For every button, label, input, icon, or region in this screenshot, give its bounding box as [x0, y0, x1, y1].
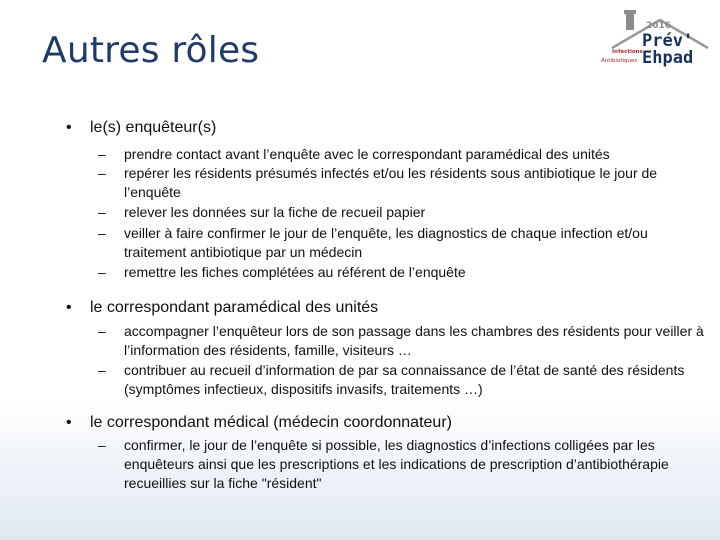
bullet-label: le(s) enquêteur(s) — [90, 119, 217, 136]
logo-tagline-infections: Infections — [612, 49, 643, 55]
sub-item-text: relever les données sur la fiche de recueil papier — [124, 204, 426, 220]
bullet-label: le correspondant médical (médecin coordonnateur) — [90, 414, 452, 431]
sub-item-text: contribuer au recueil d’information de par sa connaissance de l’état de santé des résidents (symptômes infectieux, dispositifs invasifs, traitements …) — [124, 362, 685, 397]
sub-item — [98, 436, 704, 493]
sub-item-text: veiller à faire confirmer le jour de l’enquête, les diagnostics de chaque infection et/ou traitement antibiotique par un médecin — [124, 225, 648, 260]
sub-item — [98, 164, 704, 202]
dash-marker: – — [98, 146, 106, 162]
dash-marker: – — [98, 165, 106, 181]
sub-item — [98, 361, 704, 399]
page-title: Autres rôles — [42, 30, 260, 71]
bullet-dot: • — [66, 119, 72, 136]
sub-item — [98, 145, 704, 164]
bullet-dot: • — [66, 299, 72, 316]
sub-item-text: accompagner l’enquêteur lors de son passage dans les chambres des résidents pour veiller à l’information des résidents, famille, visiteurs … — [124, 323, 704, 358]
dash-marker: – — [98, 264, 106, 280]
dash-marker: – — [98, 362, 106, 378]
dash-marker: – — [98, 437, 106, 453]
logo-line-ehpad: Ehpad — [642, 48, 694, 68]
sub-item-text: repérer les résidents présumés infectés et/ou les résidents sous antibiotique le jour de l’enquête — [124, 165, 658, 200]
prev-ehpad-logo — [598, 8, 714, 70]
logo-line-prev: Prév' — [642, 31, 694, 51]
sub-item-text: prendre contact avant l’enquête avec le correspondant paramédical des unités — [124, 146, 610, 162]
sub-item — [98, 322, 704, 360]
sub-item-text: remettre les fiches complétées au référent de l’enquête — [124, 264, 466, 280]
dash-marker: – — [98, 204, 106, 220]
logo-tagline-antibiotiques: Antibiotiques — [601, 58, 638, 64]
sub-item — [98, 263, 704, 282]
dash-marker: – — [98, 323, 106, 339]
sub-item-text: confirmer, le jour de l’enquête si possible, les diagnostics d’infections colligées par les enquêteurs ainsi que les prescriptions et les indications de prescription d’antibiothérapie recueillies sur la fiche "résident" — [124, 437, 669, 491]
logo-year: 2016 — [646, 21, 672, 31]
bullet-label: le correspondant paramédical des unités — [90, 299, 379, 316]
sub-item — [98, 203, 704, 222]
bullet-dot: • — [66, 414, 72, 431]
sub-item — [98, 224, 704, 262]
dash-marker: – — [98, 225, 106, 241]
